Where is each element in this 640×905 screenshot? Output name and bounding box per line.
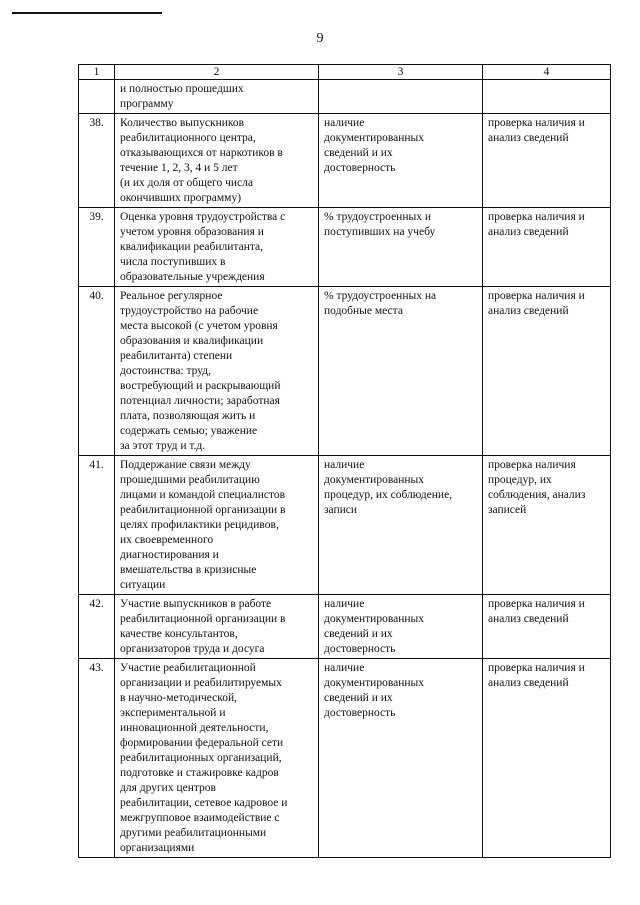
parameter-cell — [319, 80, 483, 114]
parameter-cell: наличие документированных сведений и их достоверность — [319, 114, 483, 208]
table-row — [79, 456, 611, 595]
table-header-row — [79, 65, 611, 80]
row-number-cell: 42. — [79, 595, 115, 659]
parameter-cell: наличие документированных сведений и их достоверность — [319, 595, 483, 659]
method-cell: проверка наличия и анализ сведений — [483, 114, 611, 208]
method-cell: проверка наличия и анализ сведений — [483, 595, 611, 659]
indicator-cell: Поддержание связи между прошедшими реабилитацию лицами и командой специалистов реабилитационной организации в целях профилактики рецидивов, их своевременного диагностирования и вмешательства в кризисные ситуации — [115, 456, 319, 595]
method-cell: проверка наличия процедур, их соблюдения, анализ записей — [483, 456, 611, 595]
column-header: 4 — [483, 65, 611, 80]
table-row — [79, 659, 611, 858]
row-number-cell: 43. — [79, 659, 115, 858]
method-cell: проверка наличия и анализ сведений — [483, 659, 611, 858]
row-number-cell: 39. — [79, 208, 115, 287]
table-row — [79, 287, 611, 456]
indicator-cell: Реальное регулярное трудоустройство на рабочие места высокой (с учетом уровня образования и квалификации реабилитанта) степени достоинства: труд, востребующий и раскрывающий потенциал личности; заработная плата, позволяющая жить и содержать семью; уважение за этот труд и т.д. — [115, 287, 319, 456]
method-cell — [483, 80, 611, 114]
continuation-row — [79, 80, 611, 114]
row-number-cell: 40. — [79, 287, 115, 456]
criteria-table — [78, 64, 611, 858]
table-row — [79, 208, 611, 287]
parameter-cell: % трудоустроенных и поступивших на учебу — [319, 208, 483, 287]
indicator-cell: Участие реабилитационной организации и реабилитируемых в научно-методической, экспериментальной и инновационной деятельности, формировании федеральной сети реабилитационных организаций, подготовке и стажировке кадров для других центров реабилитации, сетевое кадровое и межгрупповое взаимодействие с другими реабилитационными организациями — [115, 659, 319, 858]
row-number-cell: 41. — [79, 456, 115, 595]
parameter-cell: % трудоустроенных на подобные места — [319, 287, 483, 456]
table-row — [79, 114, 611, 208]
row-number-cell — [79, 80, 115, 114]
page-number: 9 — [316, 31, 324, 46]
top-rule — [12, 12, 162, 14]
row-number-cell: 38. — [79, 114, 115, 208]
column-header: 3 — [319, 65, 483, 80]
indicator-cell: Количество выпускников реабилитационного центра, отказывающихся от наркотиков в течение 1, 2, 3, 4 и 5 лет (и их доля от общего числа окончивших программу) — [115, 114, 319, 208]
table-row — [79, 595, 611, 659]
parameter-cell: наличие документированных процедур, их соблюдение, записи — [319, 456, 483, 595]
indicator-cell: Участие выпускников в работе реабилитационной организации в качестве консультантов, организаторов труда и досуга — [115, 595, 319, 659]
column-header: 1 — [79, 65, 115, 80]
indicator-cell: Оценка уровня трудоустройства с учетом уровня образования и квалификации реабилитанта, числа поступивших в образовательные учреждения — [115, 208, 319, 287]
indicator-cell: и полностью прошедших программу — [115, 80, 319, 114]
method-cell: проверка наличия и анализ сведений — [483, 287, 611, 456]
column-header: 2 — [115, 65, 319, 80]
method-cell: проверка наличия и анализ сведений — [483, 208, 611, 287]
parameter-cell: наличие документированных сведений и их достоверность — [319, 659, 483, 858]
